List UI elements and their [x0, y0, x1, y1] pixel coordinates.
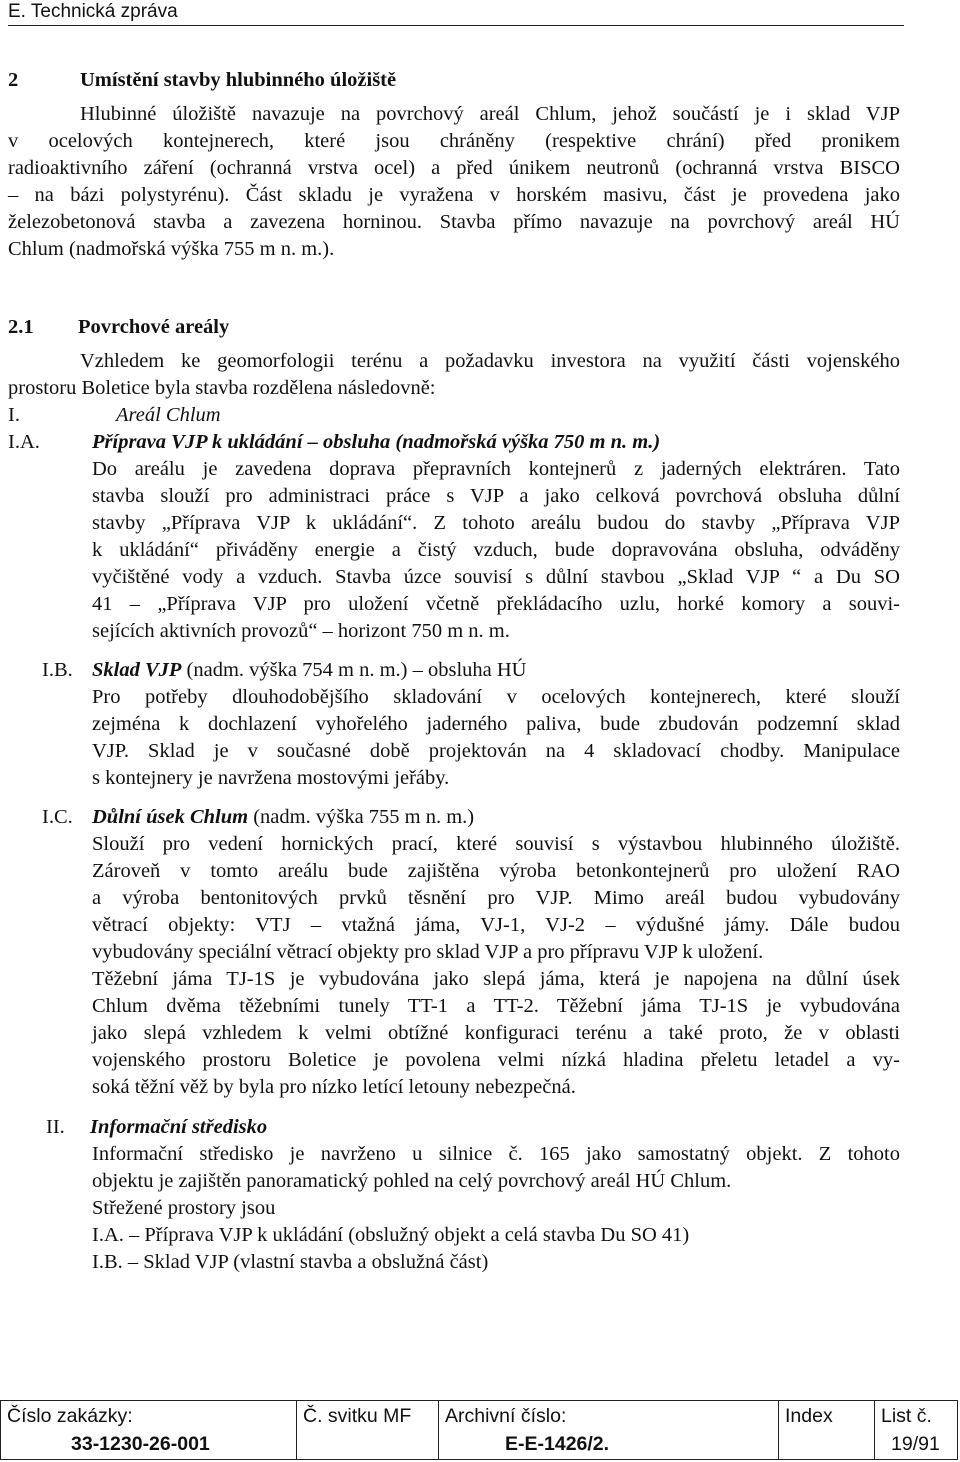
text-line: stavba slouží pro administraci práce s VJP a jako celková povrchová obsluha důlní	[92, 485, 900, 507]
footer-cell-zakazka	[1, 1401, 297, 1459]
text-line: objektu je zajištěn panoramatický pohled na celý povrchový areál HÚ Chlum.	[92, 1170, 732, 1192]
section-2-1-title: Povrchové areály	[78, 316, 230, 338]
item-ic-title: Důlní úsek Chlum	[92, 806, 249, 828]
text-line: Do areálu je zavedena doprava přepravních kontejnerů z jaderných elektráren. Tato	[92, 458, 900, 480]
item-ic-label: I.C.	[42, 806, 73, 828]
text-line: radioaktivního záření (ochranná vrstva ocel) a před únikem neutronů (ochranná vrstva BISCO	[8, 157, 900, 179]
text-line: k ukládání“ přiváděny energie a čistý vzduch, bude dopravována obsluha, odváděny	[92, 539, 900, 561]
footer-zakazka-label: Číslo zakázky:	[7, 1405, 133, 1427]
footer-list-value: 19/91	[891, 1433, 940, 1455]
section-2-1-number: 2.1	[8, 316, 34, 338]
text-line: stavby „Příprava VJP k ukládání“. Z tohoto areálu budou do stavby „Příprava VJP	[92, 512, 900, 534]
text-line: I.A. – Příprava VJP k ukládání (obslužný objekt a celá stavba Du SO 41)	[92, 1224, 690, 1246]
text-line: vojenského prostoru Boletice je povolena velmi nízká hladina přeletu letadel a vy-	[92, 1049, 900, 1071]
item-ia-body	[92, 456, 900, 645]
areal-ii-body	[92, 1141, 900, 1276]
text-line: vybudovány speciální větrací objekty pro sklad VJP a pro přípravu VJP k uložení.	[92, 941, 764, 963]
item-ic-body-a	[92, 831, 900, 966]
header-divider	[8, 25, 904, 26]
text-line: Informační středisko je navrženo u silnice č. 165 jako samostatný objekt. Z tohoto	[92, 1143, 900, 1165]
section-2-1-paragraph	[8, 348, 900, 402]
areal-i-label: I.	[8, 404, 20, 426]
footer-cell-list	[875, 1401, 957, 1459]
item-ia-label: I.A.	[8, 431, 40, 453]
areal-i-title: Areál Chlum	[116, 404, 221, 426]
text-line: VJP. Sklad je v současné době projektován na 4 skladovací chodby. Manipulace	[92, 740, 900, 762]
item-ib-label: I.B.	[42, 659, 73, 681]
text-line: I.B. – Sklad VJP (vlastní stavba a obslužná část)	[92, 1251, 489, 1273]
text-line: prostoru Boletice byla stavba rozdělena následovně:	[8, 377, 436, 399]
text-line: s kontejnery je navržena mostovými jeřáby.	[92, 767, 450, 789]
item-ic-body-b	[92, 966, 900, 1101]
areal-ii-label: II.	[46, 1116, 65, 1138]
text-line: vyčištěné vody a vzduch. Stavba úzce souvisí s důlní stavbou „Sklad VJP “ a Du SO	[92, 566, 900, 588]
footer-svitek-label: Č. svitku MF	[303, 1405, 412, 1427]
footer-cell-svitek	[297, 1401, 439, 1459]
item-ic-title-rest: (nadm. výška 755 m n. m.)	[253, 806, 475, 828]
item-ib-heading	[92, 657, 526, 684]
text-line: sejících aktivních provozů“ – horizont 750 m n. m.	[92, 620, 510, 642]
item-ib-title-rest: (nadm. výška 754 m n. m.) – obsluha HÚ	[186, 659, 527, 681]
text-line: Chlum (nadmořská výška 755 m n. m.).	[8, 238, 335, 260]
footer-zakazka-value: 33-1230-26-001	[71, 1433, 210, 1455]
text-line: a výroba bentonitových prvků těsnění pro VJP. Mimo areál budou vybudovány	[92, 887, 900, 909]
text-line: – na bázi polystyrénu). Část skladu je vyražena v horském masivu, část je provedena jako	[8, 184, 900, 206]
footer-index-label: Index	[785, 1405, 833, 1427]
text-line: soká těžní věž by byla pro nízko letící letouny nebezpečná.	[92, 1076, 576, 1098]
footer-cell-index	[779, 1401, 875, 1459]
item-ia-title: Příprava VJP k ukládání – obsluha (nadmořská výška 750 m n. m.)	[92, 431, 661, 453]
item-ib-body	[92, 684, 900, 792]
text-line: železobetonová stavba a zavezena horninou. Stavba přímo navazuje na povrchový areál HÚ	[8, 211, 900, 233]
footer-archiv-value: E-E-1426/2.	[505, 1433, 610, 1455]
text-line: Těžební jáma TJ-1S je vybudována jako slepá jáma, která je napojena na důlní úsek	[92, 968, 900, 990]
text-line: Slouží pro vedení hornických prací, které souvisí s výstavbou hlubinného úložiště.	[92, 833, 900, 855]
text-line: Chlum dvěma těžebními tunely TT-1 a TT-2. Těžební jáma TJ-1S je vybudována	[92, 995, 900, 1017]
areal-ii-title: Informační středisko	[90, 1116, 268, 1138]
footer-cell-archiv	[439, 1401, 779, 1459]
text-line: Zároveň v tomto areálu bude zajištěna výroba betonkontejnerů pro uložení RAO	[92, 860, 900, 882]
footer-archiv-label: Archivní číslo:	[445, 1405, 567, 1427]
text-line: Hlubinné úložiště navazuje na povrchový areál Chlum, jehož součástí je i sklad VJP	[80, 103, 900, 125]
header-title: E. Technická zpráva	[8, 1, 178, 22]
section-2-number: 2	[8, 69, 19, 91]
footer-table	[0, 1400, 958, 1460]
text-line: Vzhledem ke geomorfologii terénu a požadavku investora na využití části vojenského	[80, 350, 900, 372]
text-line: 41 – „Příprava VJP pro uložení včetně překládacího uzlu, horké komory a souvi-	[92, 593, 900, 615]
text-line: v ocelových kontejnerech, které jsou chráněny (respektive chrání) před pronikem	[8, 130, 900, 152]
text-line: jako slepá vzhledem k velmi obtížné konfiguraci terénu a také proto, že v oblasti	[92, 1022, 900, 1044]
section-2-paragraph	[8, 101, 900, 263]
item-ib-title: Sklad VJP	[92, 659, 182, 681]
text-line: větrací objekty: VTJ – vtažná jáma, VJ-1, VJ-2 – výdušné jámy. Dále budou	[92, 914, 900, 936]
text-line: zejména k dochlazení vyhořelého jaderného paliva, bude zbudován podzemní sklad	[92, 713, 900, 735]
section-2-title: Umístění stavby hlubinného úložiště	[80, 69, 397, 91]
text-line: Pro potřeby dlouhodobějšího skladování v ocelových kontejnerech, které slouží	[92, 686, 900, 708]
item-ic-heading	[92, 804, 474, 831]
footer-list-label: List č.	[881, 1405, 932, 1427]
text-line: Střežené prostory jsou	[92, 1197, 276, 1219]
